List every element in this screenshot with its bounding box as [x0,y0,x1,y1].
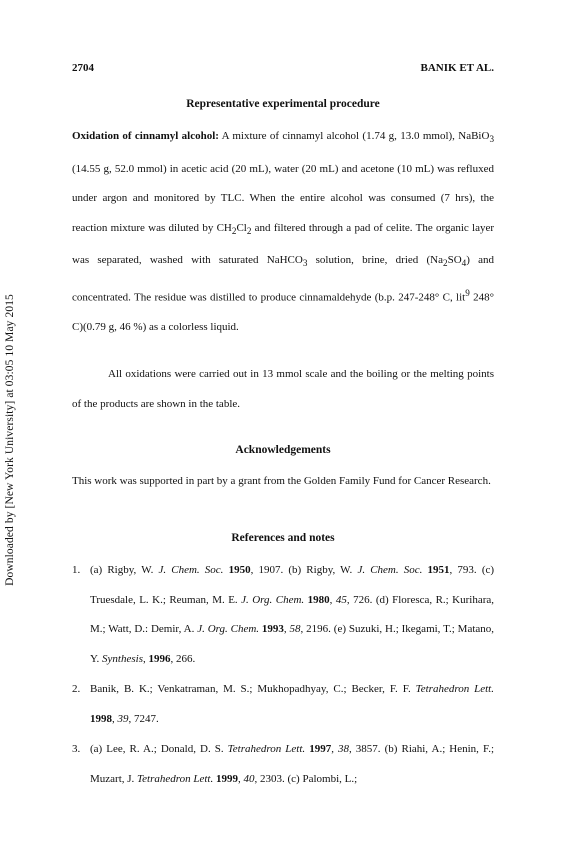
page-number: 2704 [72,62,94,74]
experimental-title: Oxidation of cinnamyl alcohol: [72,130,219,142]
running-head: BANIK ET AL. [420,62,494,74]
experimental-paragraph: Oxidation of cinnamyl alcohol: A mixture of cinnamyl alcohol (1.74 g, 13.0 mmol), NaBiO$_3$ (14.55 g, 52.0 mmol) in acetic acid (20 mL), water (20 mL) and acetone (10 mL) was refluxed under argon and monitored by TLC. When the entire alcohol was consumed (7 hrs), the reaction mixture was diluted by $CH_2Cl_2$ and filtered through a pad of celite. The organic layer was separated, washed with saturated NaHCO$_3$ solution, brine, dried $(Na_2SO_4)$ and concentrated. The residue was distilled to produce cinnamaldehyde (b.p. 247-248° C, lit$^9$ 248° C)(0.79 g, 46 %) as a colorless liquid. [72,130,495,334]
reference-number: 1. [72,564,81,576]
page-header [72,62,494,74]
reference-number: 3. [72,743,81,755]
download-watermark [0,0,20,864]
reference-number: 2. [72,683,81,695]
experimental-heading: Representative experimental procedure [186,98,380,110]
download-watermark-text: Downloaded by [New York University] at 03:05 10 May 2015 [4,294,16,586]
references-heading: References and notes [231,532,335,544]
reference-2: 2. Banik, B. K.; Venkatraman, M. S.; Mukhopadhyay, C.; Becker, F. F. Tetrahedron Lett. 1998, 39, 7247. [72,675,494,734]
reference-3: 3. (a) Lee, R. A.; Donald, D. S. Tetrahedron Lett. 1997, 38, 3857. (b) Riahi, A.; Henin, F.; Muzart, J. Tetrahedron Lett. 1999, 40, 2303. (c) Palombi, L.; [72,735,494,794]
reference-1: 1. (a) Rigby, W. J. Chem. Soc. 1950, 1907. (b) Rigby, W. J. Chem. Soc. 1951, 793. (c) Truesdale, L. K.; Reuman, M. E. J. Org. Chem. 1980, 45, 726. (d) Floresca, R.; Kurihara, M.; Watt, D.: Demir, A. J. Org. Chem. 1993, 58, 2196. (e) Suzuki, H.; Ikegami, T.; Matano, Y. Synthesis, 1996, 266. [72,556,494,674]
acknowledgements-heading: Acknowledgements [235,444,331,456]
experimental-note: All oxidations were carried out in 13 mmol scale and the boiling or the melting points of the products are shown in the table. [72,368,494,410]
acknowledgements-text: This work was supported in part by a grant from the Golden Family Fund for Cancer Research. [72,475,491,487]
